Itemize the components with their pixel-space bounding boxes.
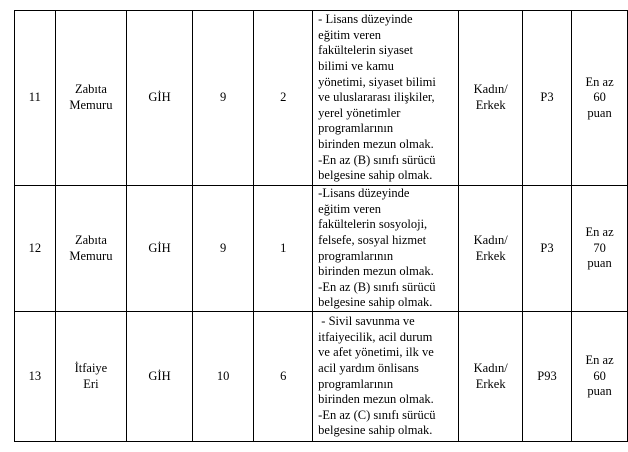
position-title-cell bbox=[55, 186, 127, 312]
score-line: 60 bbox=[593, 368, 606, 383]
gender-line: Kadın/ bbox=[473, 360, 508, 375]
kpss-cell bbox=[522, 11, 571, 186]
score-line: puan bbox=[587, 105, 612, 120]
qualification-line: belgesine sahip olmak. bbox=[318, 295, 433, 310]
qualification-line: itfaiyecilik, acil durum bbox=[318, 329, 433, 344]
grade-cell bbox=[192, 312, 254, 442]
score-line: En az bbox=[585, 353, 614, 368]
count-cell bbox=[254, 11, 313, 186]
score-line: puan bbox=[587, 384, 612, 399]
position-title-line: Zabıta bbox=[74, 82, 107, 97]
count-cell bbox=[254, 186, 313, 312]
grade-cell bbox=[192, 11, 254, 186]
class-cell bbox=[127, 312, 193, 442]
row-number-cell bbox=[15, 312, 56, 442]
qualification-line: felsefe, sosyal hizmet bbox=[318, 232, 427, 247]
qualification-line: birinden mezun olmak. bbox=[318, 136, 434, 151]
grade-value: 9 bbox=[219, 90, 227, 105]
count-value: 1 bbox=[280, 240, 287, 255]
qualification-line: programlarının bbox=[318, 121, 394, 136]
class-cell bbox=[127, 186, 193, 312]
kpss-value: P3 bbox=[540, 240, 554, 255]
qualification-line: -En az (B) sınıfı sürücü bbox=[318, 152, 436, 167]
qualification-line: fakültelerin sosyoloji, bbox=[318, 217, 428, 232]
row-number-cell bbox=[15, 186, 56, 312]
gender-line: Erkek bbox=[475, 376, 506, 391]
gender-line: Kadın/ bbox=[473, 232, 508, 247]
grade-value: 9 bbox=[219, 240, 227, 255]
gender-cell bbox=[459, 11, 522, 186]
qualification-line: birinden mezun olmak. bbox=[318, 392, 434, 407]
kpss-value: P3 bbox=[540, 90, 554, 105]
gender-line: Erkek bbox=[475, 248, 506, 263]
position-title-line: Eri bbox=[83, 376, 99, 391]
class-value: GİH bbox=[148, 90, 171, 105]
class-cell bbox=[127, 11, 193, 186]
qualifications-cell bbox=[313, 11, 459, 186]
position-title-line: Memuru bbox=[69, 248, 113, 263]
position-title-line: Memuru bbox=[69, 98, 113, 112]
qualification-line: ve uluslararası ilişkiler, bbox=[318, 90, 435, 105]
score-line: En az bbox=[585, 74, 614, 89]
row-number-cell bbox=[15, 11, 56, 186]
qualification-line: birinden mezun olmak. bbox=[318, 264, 434, 279]
qualification-line: - Sivil savunma ve bbox=[318, 314, 415, 329]
grade-cell bbox=[192, 186, 254, 312]
qualifications-cell bbox=[313, 186, 459, 312]
kpss-cell bbox=[522, 312, 571, 442]
row-number: 11 bbox=[28, 90, 41, 105]
class-value: GİH bbox=[148, 368, 171, 383]
position-title-cell bbox=[55, 11, 127, 186]
gender-line: Erkek bbox=[475, 98, 506, 112]
gender-cell bbox=[459, 186, 522, 312]
qualification-line: programlarının bbox=[318, 376, 394, 391]
score-line: 70 bbox=[593, 240, 606, 255]
row-number: 13 bbox=[28, 368, 42, 383]
score-cell bbox=[572, 186, 628, 312]
qualification-line: -En az (B) sınıfı sürücü bbox=[318, 279, 436, 294]
qualification-line: programlarının bbox=[318, 248, 394, 263]
position-title-line: İtfaiye bbox=[74, 360, 108, 375]
count-value: 2 bbox=[280, 90, 287, 105]
class-value: GİH bbox=[148, 240, 171, 255]
table-row bbox=[15, 312, 628, 442]
gender-cell bbox=[459, 312, 522, 442]
qualification-line: -Lisans düzeyinde bbox=[318, 186, 410, 201]
count-value: 6 bbox=[280, 368, 287, 383]
qualification-line: bilimi ve kamu bbox=[318, 59, 394, 74]
table-row bbox=[15, 186, 628, 312]
score-line: puan bbox=[587, 256, 612, 271]
score-cell bbox=[572, 312, 628, 442]
table-row bbox=[15, 11, 628, 186]
position-title-line: Zabıta bbox=[74, 232, 107, 247]
score-cell bbox=[572, 11, 628, 186]
position-title-cell bbox=[55, 312, 127, 442]
row-number: 12 bbox=[28, 240, 42, 255]
qualification-line: eğitim veren bbox=[318, 27, 381, 42]
qualification-line: acil yardım önlisans bbox=[318, 360, 419, 375]
qualification-line: - Lisans düzeyinde bbox=[318, 12, 413, 27]
grade-value: 10 bbox=[216, 368, 230, 383]
qualification-line: eğitim veren bbox=[318, 201, 381, 216]
gender-line: Kadın/ bbox=[473, 82, 508, 97]
kpss-value: P93 bbox=[537, 368, 557, 383]
count-cell bbox=[254, 312, 313, 442]
qualification-line: yerel yönetimler bbox=[318, 105, 401, 120]
qualification-line: yönetimi, siyaset bilimi bbox=[318, 74, 436, 89]
qualifications-cell bbox=[313, 312, 459, 442]
qualification-line: belgesine sahip olmak. bbox=[318, 168, 433, 183]
qualification-line: fakültelerin siyaset bbox=[318, 43, 413, 58]
recruitment-table bbox=[14, 10, 628, 442]
qualification-line: ve afet yönetimi, ilk ve bbox=[318, 345, 434, 360]
qualification-line: -En az (C) sınıfı sürücü bbox=[318, 407, 436, 422]
kpss-cell bbox=[522, 186, 571, 312]
score-line: En az bbox=[585, 225, 614, 240]
qualification-line: belgesine sahip olmak. bbox=[318, 423, 433, 438]
score-line: 60 bbox=[593, 90, 606, 105]
